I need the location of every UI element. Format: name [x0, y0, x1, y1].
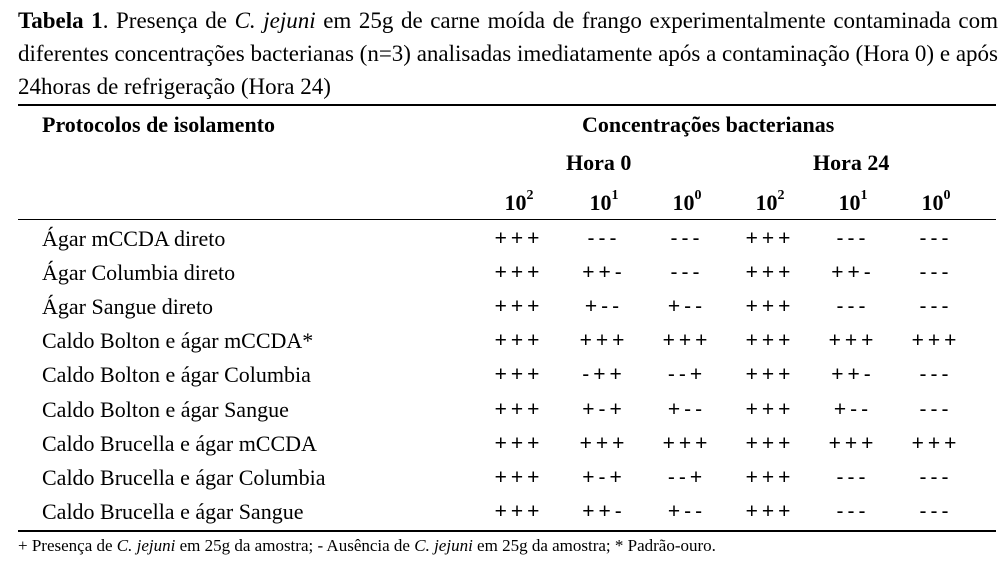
result-cell: --+	[667, 465, 707, 489]
concentration-base: 10	[755, 190, 778, 215]
row-header: Protocolos de isolamento	[42, 112, 276, 137]
result-cell: +++	[745, 227, 795, 250]
table-row	[0, 427, 1004, 461]
result-cell: +++	[494, 397, 544, 421]
concentration-header	[728, 190, 812, 216]
concentration-exponent: 0	[943, 188, 951, 203]
protocol-name: Caldo Brucella e ágar mCCDA	[42, 430, 317, 456]
result-cell: +++	[579, 431, 629, 455]
result-cell: +--	[584, 295, 624, 319]
concentration-header	[645, 190, 729, 216]
footnote-organism-2: C. jejuni	[414, 536, 473, 555]
protocol-name: Ágar mCCDA direto	[42, 226, 226, 251]
caption-label: Tabela 1	[18, 8, 103, 33]
result-cell: +++	[662, 329, 712, 353]
result-cell: ---	[836, 499, 870, 523]
result-cell: +++	[828, 329, 878, 353]
result-cell: ++-	[831, 363, 875, 387]
result-cell: ---	[919, 261, 953, 285]
concentration-base: 10	[672, 190, 695, 215]
hour-24-header: Hora 24	[813, 150, 890, 175]
result-cell: ---	[919, 227, 953, 250]
protocol-name: Caldo Bolton e ágar mCCDA*	[42, 328, 314, 354]
result-cell: ---	[919, 295, 953, 319]
concentration-exponent: 1	[860, 188, 868, 203]
protocol-name: Ágar Sangue direto	[42, 294, 214, 320]
result-cell: ---	[587, 227, 621, 250]
concentration-exponent: 2	[526, 188, 534, 203]
concentration-header	[894, 190, 978, 216]
result-cell: ---	[836, 227, 870, 250]
result-cell: +++	[745, 465, 795, 489]
footnote-part2: em 25g da amostra; - Ausência de	[175, 536, 415, 555]
result-cell: ---	[670, 227, 704, 250]
table-header-rule	[18, 219, 996, 220]
concentration-exponent: 0	[694, 188, 702, 203]
caption-organism: C. jejuni	[234, 8, 316, 33]
footnote-organism-1: C. jejuni	[116, 536, 176, 555]
result-cell: +++	[745, 431, 795, 455]
result-cell: +--	[667, 499, 707, 523]
result-cell: +++	[662, 431, 712, 455]
result-cell: +--	[667, 397, 707, 421]
result-cell: +++	[745, 329, 795, 353]
result-cell: +++	[494, 329, 544, 353]
concentration-base: 10	[589, 190, 612, 215]
result-cell: +++	[745, 499, 795, 523]
result-cell: ++-	[582, 499, 626, 523]
result-cell: +++	[494, 227, 544, 250]
footnote-part1: + Presença de	[18, 536, 117, 555]
result-cell: +++	[745, 295, 795, 319]
protocol-name: Ágar Columbia direto	[42, 260, 236, 286]
result-cell: +--	[833, 397, 873, 421]
result-cell: +++	[745, 363, 795, 387]
table-row	[0, 256, 1004, 290]
table-bottom-rule	[18, 530, 996, 532]
protocol-name: Caldo Bolton e ágar Sangue	[42, 396, 289, 422]
caption-text-start: . Presença de	[102, 8, 235, 33]
concentration-exponent: 2	[777, 188, 785, 203]
table-row	[0, 461, 1004, 495]
result-cell: ---	[919, 465, 953, 489]
result-cell: +-+	[582, 397, 626, 421]
result-cell: ++-	[582, 261, 626, 285]
protocol-name: Caldo Bolton e ágar Columbia	[42, 362, 311, 388]
result-cell: ---	[919, 499, 953, 523]
table-row	[0, 222, 1004, 256]
table-row	[0, 358, 1004, 392]
protocol-name: Caldo Brucella e ágar Columbia	[42, 464, 326, 490]
result-cell: +++	[494, 431, 544, 455]
result-cell: ---	[836, 295, 870, 319]
result-cell: +++	[494, 499, 544, 523]
result-cell: +++	[494, 465, 544, 489]
result-cell: ---	[919, 397, 953, 421]
result-cell: +++	[579, 329, 629, 353]
footnote-part3: em 25g da amostra; * Padrão-ouro.	[472, 536, 716, 555]
result-cell: -++	[582, 363, 626, 387]
result-cell: +++	[828, 431, 878, 455]
result-cell: +++	[745, 261, 795, 285]
result-cell: +-+	[582, 465, 626, 489]
table-row	[0, 324, 1004, 358]
caption-text-rest: em 25g de carne moída de frango experimentalmente contaminada com diferentes concentrações bacterianas (n=3) analisadas imediatamente após a contaminação (Hora 0) e após 24horas de refrigeração (Hora 24)	[18, 8, 998, 99]
result-cell: ---	[836, 465, 870, 489]
result-cell: +++	[911, 431, 961, 455]
result-cell: +--	[667, 295, 707, 319]
result-cell: ---	[919, 363, 953, 387]
group-header: Concentrações bacterianas	[582, 112, 835, 137]
result-cell: +++	[745, 397, 795, 421]
table-caption	[18, 4, 998, 103]
hour-0-header: Hora 0	[566, 150, 632, 175]
table-footnote	[18, 536, 716, 556]
table-row	[0, 495, 1004, 529]
result-cell: ---	[670, 261, 704, 285]
concentration-base: 10	[504, 190, 527, 215]
result-cell: +++	[494, 363, 544, 387]
protocol-name: Caldo Brucella e ágar Sangue	[42, 498, 304, 524]
concentration-header	[477, 190, 561, 216]
concentration-base: 10	[838, 190, 861, 215]
result-cell: ++-	[831, 261, 875, 285]
concentration-exponent: 1	[611, 188, 619, 203]
result-cell: +++	[494, 261, 544, 285]
concentration-header	[811, 190, 895, 216]
table-row	[0, 290, 1004, 324]
result-cell: +++	[494, 295, 544, 319]
table-top-rule	[18, 104, 996, 106]
concentration-header	[562, 190, 646, 216]
result-cell: --+	[667, 363, 707, 387]
table-row	[0, 393, 1004, 427]
concentration-base: 10	[921, 190, 944, 215]
result-cell: +++	[911, 329, 961, 353]
